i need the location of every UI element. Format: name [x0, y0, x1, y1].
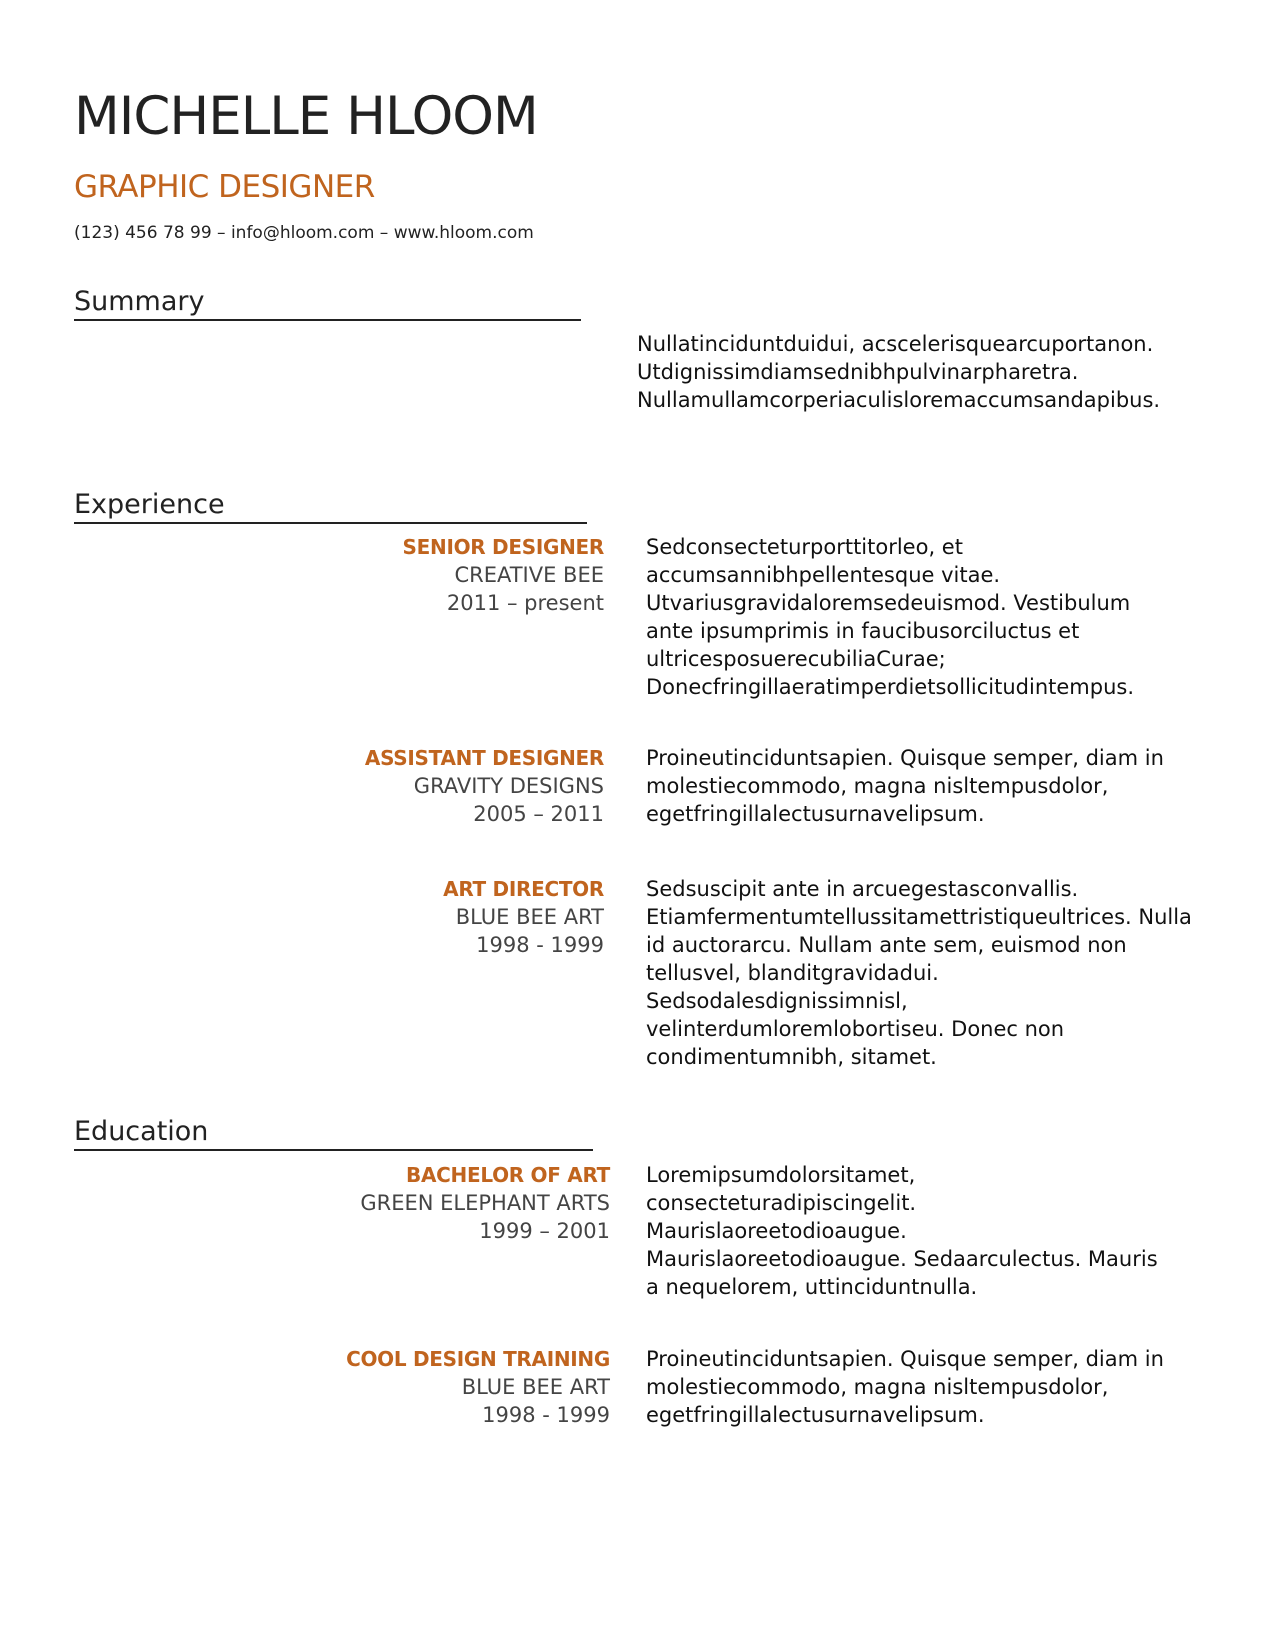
job-dates: 2005 – 2011	[473, 802, 604, 826]
candidate-role: GRAPHIC DESIGNER	[74, 169, 375, 205]
job-dates: 1998 - 1999	[476, 933, 604, 957]
job-dates: 2011 – present	[446, 591, 604, 615]
summary-text: Nullatinciduntduidui, acscelerisquearcuportanon. Utdignissimdiamsednibhpulvinarpharetra. Nullamullamcorperiaculisloremaccumsandapibus.	[637, 332, 1161, 412]
education-dates: 1999 – 2001	[479, 1219, 610, 1243]
candidate-name: MICHELLE HLOOM	[74, 86, 538, 147]
degree-title: COOL DESIGN TRAINING	[346, 1347, 610, 1371]
experience-heading: Experience	[74, 488, 587, 524]
degree-title: BACHELOR OF ART	[406, 1163, 610, 1187]
education-entry-2-meta	[250, 1345, 610, 1429]
experience-entry-3-meta	[244, 875, 604, 959]
education-entry-1-meta	[250, 1161, 610, 1245]
job-title: SENIOR DESIGNER	[402, 535, 604, 559]
employer: GRAVITY DESIGNS	[413, 774, 604, 798]
education-entry-2-description: Proineutinciduntsapien. Quisque semper, diam in molestiecommodo, magna nisltempusdolor, egetfringillalectusurnavelipsum.	[646, 1347, 1164, 1427]
summary-heading: Summary	[74, 285, 581, 321]
job-title: ART DIRECTOR	[443, 877, 604, 901]
job-title: ASSISTANT DESIGNER	[364, 746, 604, 770]
contact-line: (123) 456 78 99 – info@hloom.com – www.hloom.com	[74, 223, 534, 243]
experience-entry-2-meta	[244, 744, 604, 828]
employer: CREATIVE BEE	[454, 563, 604, 587]
experience-entry-1-description: Sedconsecteturporttitorleo, et accumsannibhpellentesque vitae. Utvariusgravidaloremsedeuismod. Vestibulum ante ipsumprimis in faucibusorciluctus et ultricesposuerecubiliaCurae; Donecfringillaeratimperdietsollicitudintempus.	[646, 535, 1135, 699]
education-dates: 1998 - 1999	[482, 1403, 610, 1427]
experience-entry-3-description: Sedsuscipit ante in arcuegestasconvallis. Etiamfermentumtellussitamettristiqueultrices. Nulla id auctorarcu. Nullam ante sem, euismod non tellusvel, blanditgravidadui. Sedsodalesdignissimnisl, velinterdumloremlobortiseu. Donec non condimentumnibh, sitamet.	[646, 877, 1192, 1069]
institution: BLUE BEE ART	[461, 1375, 610, 1399]
education-heading: Education	[74, 1115, 593, 1151]
experience-entry-1-meta	[244, 533, 604, 617]
employer: BLUE BEE ART	[455, 905, 604, 929]
experience-entry-2-description: Proineutinciduntsapien. Quisque semper, diam in molestiecommodo, magna nisltempusdolor, egetfringillalectusurnavelipsum.	[646, 746, 1164, 826]
institution: GREEN ELEPHANT ARTS	[360, 1191, 610, 1215]
education-entry-1-description: Loremipsumdolorsitamet, consecteturadipiscingelit. Maurislaoreetodioaugue. Maurislaoreetodioaugue. Sedaarculectus. Mauris a nequelorem, uttinciduntnulla.	[646, 1163, 1158, 1299]
